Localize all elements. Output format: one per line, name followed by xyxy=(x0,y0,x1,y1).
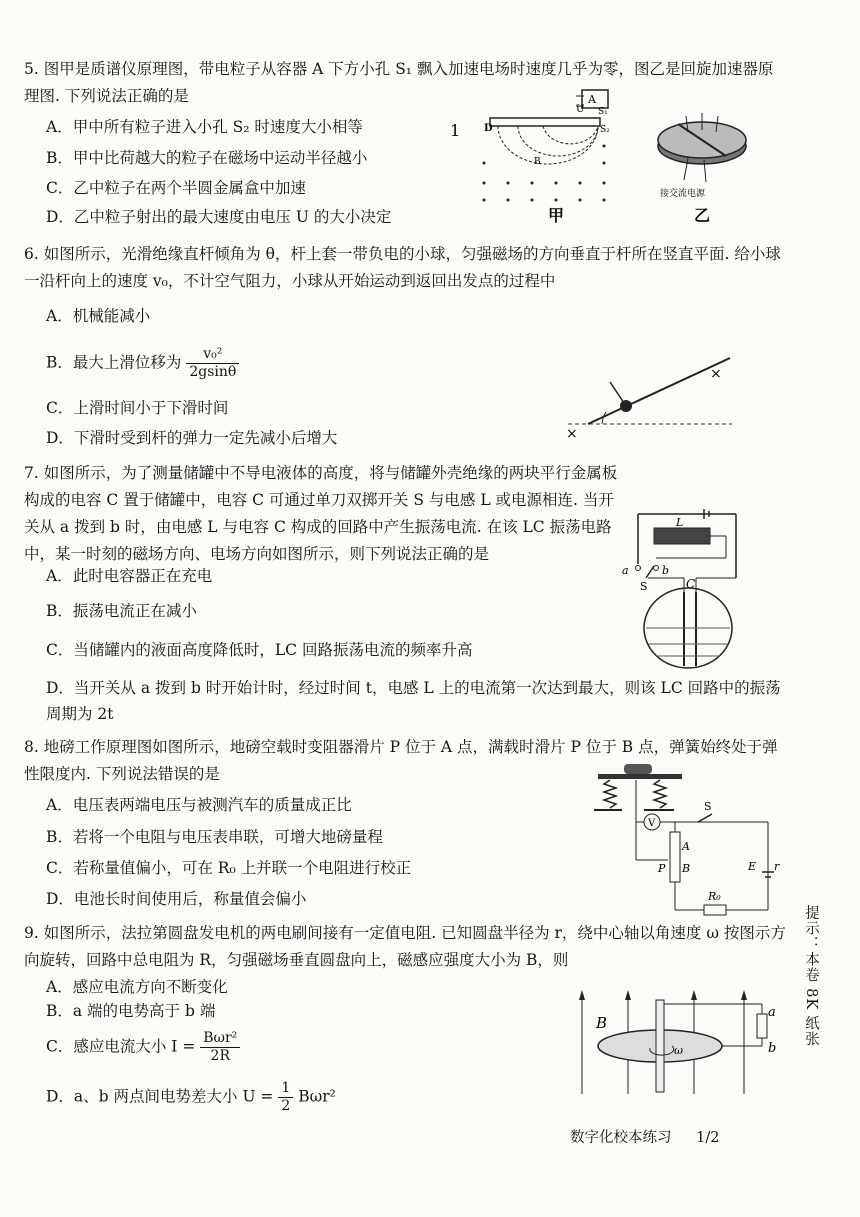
field-x-mark-left: × xyxy=(566,426,578,442)
option-d-text: D．a、b 两点间电势差大小 U = xyxy=(46,1087,274,1106)
option-b: B．振荡电流正在减小 xyxy=(46,602,197,620)
point-a-label: A xyxy=(682,840,690,853)
label-a: A xyxy=(588,93,596,106)
option-c xyxy=(46,1030,240,1065)
option-b xyxy=(46,346,239,381)
side-note: 提示：本卷 8K 纸张 xyxy=(803,905,819,1047)
label-b: B xyxy=(534,157,541,167)
option-a: A．机械能减小 xyxy=(46,307,151,325)
option-d xyxy=(46,1080,336,1115)
option-d: D．电池长时间使用后，称量值会偏小 xyxy=(46,890,307,908)
formula-denominator: 2R xyxy=(210,1048,230,1064)
voltmeter-label: V xyxy=(648,818,656,829)
terminal-b-label: b xyxy=(768,1041,777,1056)
label-s1: S₁ xyxy=(598,107,608,117)
question-9 xyxy=(24,920,784,974)
internal-resistance-label: r xyxy=(774,860,780,873)
formula-numerator: v₀² xyxy=(186,346,239,364)
omega-label: ω xyxy=(674,1044,683,1057)
label-u: U xyxy=(576,104,585,115)
figure-lc-circuit xyxy=(618,506,758,672)
question-stem: 7. 如图所示，为了测量储罐中不导电液体的高度，将与储罐外壳绝缘的两块平行金属板构成的电容 C 置于储罐中，电容 C 可通过单刀双掷开关 S 与电感 L 或电源相连. 当开关从 a 拨到 b 时，由电感 L 与电容 C 构成的回路中产生振荡电流. 在该 LC 振荡电路中，某一时刻的磁场方向、电场方向如图所示，则下列说法正确的是 xyxy=(24,464,618,563)
figure-label-1: 1 xyxy=(450,121,461,140)
formula-denominator: 2 xyxy=(281,1098,291,1114)
option-c: C．乙中粒子在两个半圆金属盒中加速 xyxy=(46,179,306,197)
option-a: A．感应电流方向不断变化 xyxy=(46,978,228,996)
question-stem: 5. 图甲是质谱仪原理图，带电粒子从容器 A 下方小孔 S₁ 飘入加速电场时速度几乎为零，图乙是回旋加速器原理图. 下列说法正确的是 xyxy=(24,60,774,105)
question-stem: 6. 如图所示，光滑绝缘直杆倾角为 θ，杆上套一带负电的小球，匀强磁场的方向垂直于杆所在竖直平面. 给小球一沿杆向上的速度 v₀，不计空气阻力，小球从开始运动到返回出发点的过程中 xyxy=(24,245,781,290)
field-x-mark-right: × xyxy=(710,366,722,382)
figure-inclined-rod xyxy=(560,348,740,440)
figure-weighbridge-circuit xyxy=(588,762,778,912)
page-footer xyxy=(570,1126,739,1147)
voltage-formula-fraction xyxy=(278,1080,293,1115)
option-b: B．a 端的电势高于 b 端 xyxy=(46,1002,216,1020)
option-d: D．下滑时受到杆的弹力一定先减小后增大 xyxy=(46,429,338,447)
option-b: B．甲中比荷越大的粒子在磁场中运动半径越小 xyxy=(46,149,368,167)
page-number: 1/2 xyxy=(696,1130,720,1146)
emf-label: E xyxy=(748,860,757,873)
option-d: D．当开关从 a 拨到 b 时开始计时，经过时间 t，电感 L 上的电流第一次达到最大，则该 LC 回路中的振荡周期为 2t xyxy=(46,679,781,723)
formula-numerator: Bωr² xyxy=(200,1030,240,1048)
option-c: C．当储罐内的液面高度降低时，LC 回路振荡电流的频率升高 xyxy=(46,641,473,659)
terminal-a-label: a xyxy=(768,1005,776,1020)
voltage-formula-tail: Bωr² xyxy=(298,1087,336,1106)
option-b-text: B．最大上滑位移为 xyxy=(46,353,182,372)
switch-label: S xyxy=(640,580,648,593)
figure-label-jia: 甲 xyxy=(548,206,565,225)
figure-mass-spectrometer-cyclotron xyxy=(448,88,758,234)
formula-numerator: 1 xyxy=(278,1080,293,1098)
question-stem: 8. 地磅工作原理图如图所示，地磅空载时变阻器滑片 P 位于 A 点，满载时滑片 P 位于 B 点，弹簧始终处于弹性限度内. 下列说法错误的是 xyxy=(24,738,778,783)
slider-p-label: P xyxy=(658,862,666,875)
magnetic-field-label: B xyxy=(596,1014,608,1032)
point-b-label: B xyxy=(682,862,691,875)
option-d: D．乙中粒子射出的最大速度由电压 U 的大小决定 xyxy=(46,208,392,226)
option-a: A．电压表两端电压与被测汽车的质量成正比 xyxy=(46,796,352,814)
switch-terminal-b: b xyxy=(662,564,670,577)
current-formula xyxy=(200,1030,240,1065)
ac-source-label: 接交流电源 xyxy=(660,189,706,199)
option-b: B．若将一个电阻与电压表串联，可增大地磅量程 xyxy=(46,828,383,846)
option-c: C．上滑时间小于下滑时间 xyxy=(46,399,229,417)
option-a: A．甲中所有粒子进入小孔 S₂ 时速度大小相等 xyxy=(46,118,363,136)
r0-label: R₀ xyxy=(708,890,721,903)
label-d: D xyxy=(484,123,493,134)
formula-denominator: 2gsinθ xyxy=(189,364,237,380)
label-s2: S₂ xyxy=(600,125,610,135)
option-c: C．若称量值偏小，可在 R₀ 上并联一个电阻进行校正 xyxy=(46,859,412,877)
inductor-label: L xyxy=(676,516,684,529)
question-6 xyxy=(24,241,784,295)
capacitor-label: C xyxy=(686,577,696,591)
question-stem: 9. 如图所示，法拉第圆盘发电机的两电刷间接有一定值电阻. 已知圆盘半径为 r，绕中心轴以角速度 ω 按图示方向旋转，回路中总电阻为 R，匀强磁场垂直圆盘向上，磁感应强度大小为 B，则 xyxy=(24,924,786,969)
switch-terminal-a: a xyxy=(622,564,629,577)
figure-faraday-disk xyxy=(576,986,786,1096)
switch-label: S xyxy=(704,800,712,813)
displacement-formula xyxy=(186,346,239,381)
figure-label-yi: 乙 xyxy=(694,206,711,225)
option-c-text: C．感应电流大小 I = xyxy=(46,1037,196,1056)
option-a: A．此时电容器正在充电 xyxy=(46,567,213,585)
footer-title: 数字化校本练习 xyxy=(570,1130,672,1146)
